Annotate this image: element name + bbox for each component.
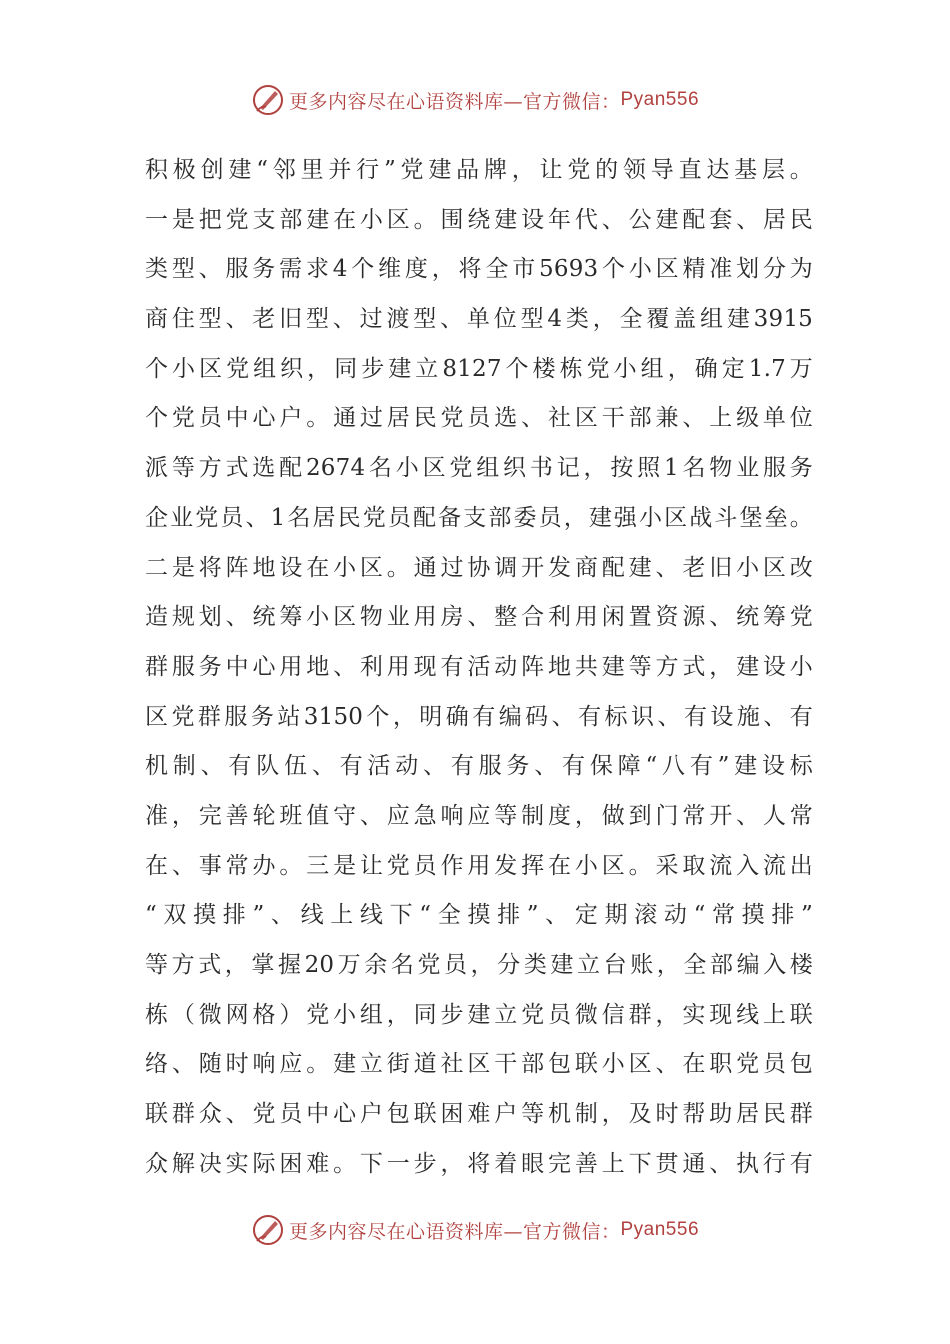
body-line: 区党群服务站3150个，明确有编码、有标识、有设施、有 <box>145 703 813 730</box>
footer-banner-text: 更多内容尽在心语资料库—官方微信： <box>288 1220 621 1243</box>
body-line: 一是把党支部建在小区。围绕建设年代、公建配套、居民 <box>145 206 813 233</box>
body-line: 造规划、统筹小区物业用房、整合利用闲置资源、统筹党 <box>145 604 813 631</box>
body-line: 络、随时响应。建立街道社区干部包联小区、在职党员包 <box>145 1051 813 1078</box>
body-line: 商住型、老旧型、过渡型、单位型4类，全覆盖组建3915 <box>145 306 813 333</box>
document-body <box>145 146 813 1189</box>
body-line: 个小区党组织，同步建立8127个楼栋党小组，确定1.7万 <box>145 355 813 382</box>
footer-banner <box>0 1210 950 1250</box>
body-line: 群服务中心用地、利用现有活动阵地共建等方式，建设小 <box>145 653 813 680</box>
quill-logo-icon <box>251 83 285 117</box>
body-line: 派等方式选配2674名小区党组织书记，按照1名物业服务 <box>145 455 813 482</box>
body-line: 积极创建“邻里并行”党建品牌，让党的领导直达基层。 <box>145 157 813 183</box>
body-line: 准，完善轮班值守、应急响应等制度，做到门常开、人常 <box>145 802 813 829</box>
body-line: 类型、服务需求4个维度，将全市5693个小区精准划分为 <box>145 256 813 283</box>
body-line: 个党员中心户。通过居民党员选、社区干部兼、上级单位 <box>145 405 813 432</box>
body-line: 联群众、党员中心户包联困难户等机制，及时帮助居民群 <box>145 1101 813 1128</box>
body-line: 在、事常办。三是让党员作用发挥在小区。采取流入流出 <box>145 852 813 879</box>
body-line: 栋（微网格）党小组，同步建立党员微信群，实现线上联 <box>145 1001 813 1028</box>
body-line: “双摸排”、线上线下“全摸排”、定期滚动“常摸排” <box>145 902 813 929</box>
body-line: 众解决实际困难。下一步，将着眼完善上下贯通、执行有 <box>145 1150 813 1177</box>
body-line: 等方式，掌握20万余名党员，分类建立台账，全部编入楼 <box>145 952 813 978</box>
header-banner <box>0 80 950 120</box>
header-wechat-id: Pyan556 <box>620 89 700 110</box>
footer-wechat-id: Pyan556 <box>620 1219 700 1240</box>
body-line: 企业党员、1名居民党员配备支部委员，建强小区战斗堡垒。 <box>145 504 813 531</box>
quill-logo-icon <box>251 1213 285 1247</box>
body-line: 二是将阵地设在小区。通过协调开发商配建、老旧小区改 <box>145 554 813 581</box>
header-banner-text: 更多内容尽在心语资料库—官方微信： <box>288 90 621 113</box>
body-line: 机制、有队伍、有活动、有服务、有保障“八有”建设标 <box>145 753 813 780</box>
